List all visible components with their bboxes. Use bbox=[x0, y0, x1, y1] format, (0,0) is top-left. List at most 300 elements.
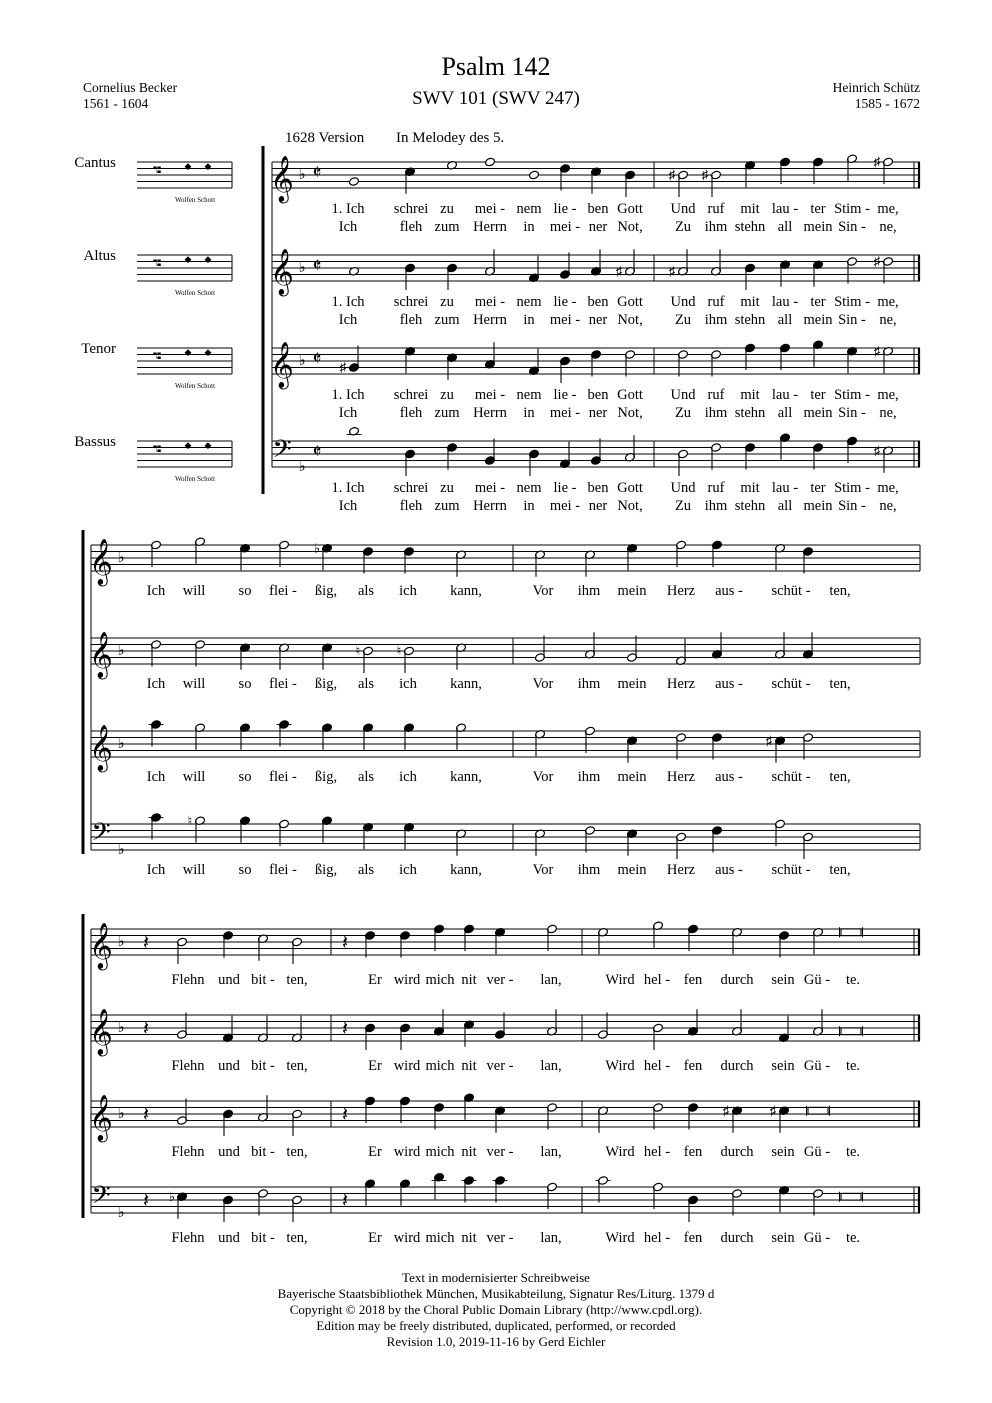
lyric-syllable: so bbox=[238, 676, 252, 692]
lyric-syllable: Ich bbox=[338, 498, 358, 514]
lyric-syllable: 1. Ich bbox=[331, 387, 365, 403]
lyric-syllable: kann, bbox=[450, 583, 482, 599]
lyric-syllable: Herz bbox=[666, 769, 696, 785]
lyric-syllable: Vor bbox=[532, 676, 554, 692]
lyric-syllable: Und bbox=[670, 480, 696, 496]
footer-line-3: Copyright © 2018 by the Choral Public Domain Library (http://www.cpdl.org). bbox=[289, 1302, 703, 1317]
lyric-syllable: ner bbox=[588, 219, 608, 235]
lyric-syllable: und bbox=[218, 972, 240, 988]
lyric-syllable: ter bbox=[810, 201, 826, 217]
lyric-syllable: ne, bbox=[879, 498, 897, 514]
lyric-syllable: lau - bbox=[771, 387, 799, 403]
lyric-syllable: Vor bbox=[532, 583, 554, 599]
sharp-accidental: ♯ bbox=[873, 154, 881, 169]
lyric-syllable: ben bbox=[587, 480, 609, 496]
incipit-label: Wolfen Schott bbox=[174, 289, 216, 297]
key-signature-flat: ♭ bbox=[298, 167, 306, 183]
lyric-syllable: stehn bbox=[734, 498, 766, 514]
lyric-syllable: und bbox=[218, 1230, 240, 1246]
lyric-syllable: ben bbox=[587, 387, 609, 403]
lyric-syllable: kann, bbox=[450, 862, 482, 878]
sharp-accidental: ♯ bbox=[668, 263, 676, 279]
key-signature-flat: ♭ bbox=[298, 260, 306, 276]
lyric-syllable: ihm bbox=[704, 405, 728, 421]
incipit-note-icon: ◆ bbox=[184, 254, 192, 264]
lyric-syllable: 1. Ich bbox=[331, 201, 365, 217]
incipit-note-icon: ◆ bbox=[204, 254, 212, 264]
lyric-syllable: will bbox=[182, 583, 206, 599]
lyric-syllable: und bbox=[218, 1058, 240, 1074]
lyric-syllable: bit - bbox=[251, 972, 275, 988]
voice-name-bassus: Bassus bbox=[74, 434, 116, 450]
lyric-syllable: ter bbox=[810, 294, 826, 310]
lyric-syllable: Wird bbox=[605, 972, 635, 988]
lyric-syllable: me, bbox=[877, 294, 899, 310]
lyric-syllable: nit bbox=[461, 1144, 477, 1160]
lyric-syllable: Zu bbox=[674, 219, 692, 235]
lyric-syllable: te. bbox=[845, 1230, 861, 1246]
lyric-syllable: mich bbox=[425, 1144, 455, 1160]
lyric-syllable: ich bbox=[399, 862, 417, 878]
lyric-syllable: ich bbox=[399, 769, 417, 785]
lyric-syllable: mei - bbox=[474, 387, 506, 403]
lyric-syllable: Ich bbox=[146, 862, 166, 878]
lyric-syllable: me, bbox=[877, 201, 899, 217]
lyric-syllable: Zu bbox=[674, 498, 692, 514]
lyric-syllable: te. bbox=[845, 1058, 861, 1074]
lyric-syllable: Herrn bbox=[473, 312, 507, 328]
lyric-syllable: ne, bbox=[879, 219, 897, 235]
lyric-syllable: me, bbox=[877, 387, 899, 403]
lyric-syllable: mei - bbox=[549, 219, 581, 235]
lyric-syllable: so bbox=[238, 583, 252, 599]
clef-icon: 𝄞 bbox=[270, 156, 294, 201]
natural-accidental: ♮ bbox=[187, 812, 193, 828]
lyric-syllable: Und bbox=[670, 201, 696, 217]
footer-line-4: Edition may be freely distributed, duplicated, performed, or recorded bbox=[316, 1318, 676, 1333]
lyric-syllable: zum bbox=[434, 405, 460, 421]
lyric-syllable: nem bbox=[516, 387, 542, 403]
sharp-accidental: ♯ bbox=[722, 1102, 730, 1118]
lyric-syllable: Ich bbox=[146, 583, 166, 599]
lyric-syllable: ihm bbox=[704, 498, 728, 514]
quarter-rest: 𝄽 bbox=[142, 1018, 150, 1040]
lyric-syllable: Vor bbox=[532, 862, 554, 878]
lyric-syllable: mei - bbox=[474, 201, 506, 217]
lyric-syllable: Stim - bbox=[834, 480, 870, 496]
incipit-note-icon: ◆ bbox=[184, 347, 192, 357]
lyric-syllable: mich bbox=[425, 1058, 455, 1074]
lyric-syllable: all bbox=[777, 498, 793, 514]
flat-accidental: ♭ bbox=[168, 1188, 176, 1204]
lyric-syllable: ßig, bbox=[314, 769, 338, 785]
lyric-syllable: Flehn bbox=[171, 1230, 205, 1246]
sharp-accidental: ♯ bbox=[873, 442, 881, 458]
sharp-accidental: ♯ bbox=[873, 343, 881, 359]
lyric-syllable: ihm bbox=[704, 219, 728, 235]
footer-line-5: Revision 1.0, 2019-11-16 by Gerd Eichler bbox=[386, 1334, 606, 1349]
lyric-syllable: aus - bbox=[715, 583, 743, 599]
lyric-syllable: ben bbox=[587, 294, 609, 310]
lyric-syllable: Not, bbox=[617, 498, 643, 514]
lyric-syllable: zu bbox=[440, 480, 454, 496]
clef-icon: 𝄞 bbox=[89, 1095, 113, 1140]
lyric-syllable: flei - bbox=[269, 769, 297, 785]
lyric-syllable: fen bbox=[683, 1058, 703, 1074]
lyric-syllable: Gü - bbox=[803, 1230, 831, 1246]
clef-icon: 𝄞 bbox=[89, 539, 113, 584]
lyric-syllable: ihm bbox=[577, 862, 601, 878]
lyric-syllable: nem bbox=[516, 294, 542, 310]
lyric-syllable: mit bbox=[740, 480, 760, 496]
natural-accidental: ♮ bbox=[396, 643, 402, 658]
lyric-syllable: durch bbox=[720, 1230, 754, 1246]
whole-note bbox=[484, 157, 495, 167]
voice-name-altus: Altus bbox=[83, 248, 116, 264]
lyric-syllable: will bbox=[182, 676, 206, 692]
incipit-note-icon: ◆ bbox=[184, 440, 192, 450]
voice-name-tenor: Tenor bbox=[81, 341, 116, 357]
lyric-syllable: ten, bbox=[829, 769, 851, 785]
common-time-icon: 𝄵 bbox=[312, 348, 322, 370]
lyric-syllable: sein bbox=[771, 972, 795, 988]
mensural-c-icon: 𝇑 bbox=[151, 443, 163, 465]
lyric-syllable: mei - bbox=[474, 294, 506, 310]
lyric-syllable: stehn bbox=[734, 312, 766, 328]
lyric-syllable: ten, bbox=[829, 583, 851, 599]
lyric-syllable: wird bbox=[393, 972, 421, 988]
lyric-syllable: schrei bbox=[393, 480, 429, 496]
whole-note bbox=[348, 177, 359, 187]
clef-icon: 𝄞 bbox=[89, 632, 113, 677]
lyric-syllable: mit bbox=[740, 387, 760, 403]
lyric-syllable: ten, bbox=[286, 1144, 308, 1160]
lyric-syllable: lau - bbox=[771, 294, 799, 310]
lyric-syllable: bit - bbox=[251, 1230, 275, 1246]
lyric-syllable: Und bbox=[670, 387, 696, 403]
lyric-syllable: als bbox=[357, 676, 375, 692]
lyric-syllable: mei - bbox=[474, 480, 506, 496]
lyric-syllable: Sin - bbox=[838, 405, 866, 421]
incipit-note-icon: ◆ bbox=[204, 440, 212, 450]
lyric-syllable: lan, bbox=[540, 972, 562, 988]
lyric-syllable: ten, bbox=[286, 972, 308, 988]
key-signature-flat: ♭ bbox=[117, 1020, 125, 1036]
lyric-syllable: so bbox=[238, 862, 252, 878]
lyric-syllable: lan, bbox=[540, 1058, 562, 1074]
lyric-syllable: Vor bbox=[532, 769, 554, 785]
lyric-syllable: ruf bbox=[707, 294, 725, 310]
lyric-syllable: als bbox=[357, 769, 375, 785]
lyric-syllable: ten, bbox=[286, 1230, 308, 1246]
common-time-icon: 𝄵 bbox=[312, 162, 322, 184]
lyric-syllable: Ich bbox=[338, 219, 358, 235]
composer-dates: 1585 - 1672 bbox=[854, 95, 920, 111]
lyric-syllable: Herrn bbox=[473, 405, 507, 421]
lyric-syllable: te. bbox=[845, 1144, 861, 1160]
lyric-syllable: all bbox=[777, 312, 793, 328]
lyric-syllable: aus - bbox=[715, 862, 743, 878]
lyric-syllable: ver - bbox=[486, 1144, 514, 1160]
incipit-note-icon: ◆ bbox=[204, 161, 212, 171]
lyric-syllable: lie - bbox=[553, 201, 577, 217]
lyric-syllable: fleh bbox=[399, 405, 423, 421]
clef-icon: 𝄢 bbox=[91, 1182, 111, 1215]
lyric-syllable: ver - bbox=[486, 1058, 514, 1074]
lyric-syllable: in bbox=[523, 312, 535, 328]
lyric-syllable: lan, bbox=[540, 1230, 562, 1246]
lyric-syllable: ter bbox=[810, 480, 826, 496]
sharp-accidental: ♯ bbox=[668, 167, 676, 182]
lyric-syllable: zu bbox=[440, 201, 454, 217]
clef-icon: 𝄢 bbox=[91, 819, 111, 852]
lyric-syllable: nit bbox=[461, 972, 477, 988]
lyric-syllable: ne, bbox=[879, 405, 897, 421]
lyric-syllable: ver - bbox=[486, 1230, 514, 1246]
lyric-syllable: Wird bbox=[605, 1058, 635, 1074]
lyric-syllable: stehn bbox=[734, 405, 766, 421]
quarter-rest: 𝄽 bbox=[341, 1190, 349, 1212]
lyric-syllable: lie - bbox=[553, 387, 577, 403]
lyric-syllable: fen bbox=[683, 1230, 703, 1246]
lyric-syllable: Not, bbox=[617, 312, 643, 328]
lyric-syllable: ter bbox=[810, 387, 826, 403]
lyric-syllable: ßig, bbox=[314, 676, 338, 692]
lyric-syllable: Stim - bbox=[834, 201, 870, 217]
voice-name-cantus: Cantus bbox=[74, 155, 116, 171]
lyric-syllable: mit bbox=[740, 201, 760, 217]
lyric-syllable: lau - bbox=[771, 480, 799, 496]
lyric-syllable: zum bbox=[434, 219, 460, 235]
lyric-syllable: und bbox=[218, 1144, 240, 1160]
clef-icon: 𝄞 bbox=[89, 1009, 113, 1054]
lyric-syllable: Sin - bbox=[838, 312, 866, 328]
lyric-syllable: Herz bbox=[666, 862, 696, 878]
lyric-syllable: hel - bbox=[643, 1144, 671, 1160]
lyric-syllable: ßig, bbox=[314, 862, 338, 878]
footer-line-2: Bayerische Staatsbibliothek München, Musikabteilung, Signatur Res/Liturg. 1379 d bbox=[277, 1286, 715, 1301]
lyric-syllable: te. bbox=[845, 972, 861, 988]
lyric-syllable: ten, bbox=[829, 862, 851, 878]
key-signature-flat: ♭ bbox=[117, 934, 125, 950]
lyric-syllable: stehn bbox=[734, 219, 766, 235]
lyric-syllable: bit - bbox=[251, 1144, 275, 1160]
lyric-syllable: Wird bbox=[605, 1144, 635, 1160]
key-signature-flat: ♭ bbox=[298, 459, 306, 475]
key-signature-flat: ♭ bbox=[117, 643, 125, 659]
lyric-syllable: lie - bbox=[553, 294, 577, 310]
quarter-rest: 𝄽 bbox=[341, 1104, 349, 1126]
lyric-syllable: lau - bbox=[771, 201, 799, 217]
lyric-syllable: mein bbox=[803, 405, 833, 421]
lyric-syllable: Gott bbox=[617, 480, 643, 496]
lyric-syllable: mich bbox=[425, 972, 455, 988]
score-text bbox=[147, 130, 899, 1246]
lyric-syllable: schüt - bbox=[771, 676, 811, 692]
lyric-syllable: hel - bbox=[643, 1230, 671, 1246]
lyric-syllable: Herz bbox=[666, 583, 696, 599]
lyric-syllable: lan, bbox=[540, 1144, 562, 1160]
lyric-syllable: schrei bbox=[393, 201, 429, 217]
lyric-syllable: ruf bbox=[707, 387, 725, 403]
lyric-syllable: sein bbox=[771, 1058, 795, 1074]
lyric-syllable: Flehn bbox=[171, 972, 205, 988]
lyric-syllable: Zu bbox=[674, 405, 692, 421]
lyric-syllable: Flehn bbox=[171, 1058, 205, 1074]
sharp-accidental: ♯ bbox=[339, 359, 347, 375]
lyric-syllable: Gott bbox=[617, 387, 643, 403]
lyric-syllable: wird bbox=[393, 1058, 421, 1074]
lyric-syllable: ruf bbox=[707, 480, 725, 496]
lyric-syllable: will bbox=[182, 862, 206, 878]
lyric-syllable: bit - bbox=[251, 1058, 275, 1074]
quarter-rest: 𝄽 bbox=[142, 1104, 150, 1126]
lyric-syllable: ihm bbox=[704, 312, 728, 328]
lyric-syllable: schüt - bbox=[771, 769, 811, 785]
lyric-syllable: flei - bbox=[269, 583, 297, 599]
key-signature-flat: ♭ bbox=[117, 550, 125, 566]
lyric-syllable: nem bbox=[516, 201, 542, 217]
lyric-syllable: in bbox=[523, 219, 535, 235]
lyric-syllable: Er bbox=[368, 1144, 382, 1160]
version-annotation: 1628 Version bbox=[285, 130, 365, 146]
lyric-syllable: als bbox=[357, 862, 375, 878]
lyric-syllable: durch bbox=[720, 972, 754, 988]
lyric-syllable: mein bbox=[803, 219, 833, 235]
lyric-syllable: ihm bbox=[577, 583, 601, 599]
lyric-syllable: mit bbox=[740, 294, 760, 310]
clef-icon: 𝄞 bbox=[270, 249, 294, 294]
lyric-syllable: schüt - bbox=[771, 862, 811, 878]
key-signature-flat: ♭ bbox=[117, 736, 125, 752]
common-time-icon: 𝄵 bbox=[312, 255, 322, 277]
lyric-syllable: Und bbox=[670, 294, 696, 310]
lyric-syllable: ihm bbox=[577, 769, 601, 785]
lyric-syllable: Gü - bbox=[803, 1144, 831, 1160]
sharp-accidental: ♯ bbox=[615, 263, 623, 279]
lyric-syllable: mein bbox=[617, 583, 647, 599]
lyric-syllable: als bbox=[357, 583, 375, 599]
lyric-syllable: Wird bbox=[605, 1230, 635, 1246]
poet-name: Cornelius Becker bbox=[83, 80, 178, 95]
breve-note bbox=[808, 1107, 828, 1114]
lyric-syllable: Sin - bbox=[838, 498, 866, 514]
clef-icon: 𝄞 bbox=[270, 342, 294, 387]
lyric-syllable: 1. Ich bbox=[331, 480, 365, 496]
melody-annotation: In Melodey des 5. bbox=[396, 130, 505, 146]
poet-dates: 1561 - 1604 bbox=[83, 95, 149, 111]
lyric-syllable: Herrn bbox=[473, 498, 507, 514]
lyric-syllable: Not, bbox=[617, 405, 643, 421]
lyric-syllable: ner bbox=[588, 405, 608, 421]
composer-name: Heinrich Schütz bbox=[832, 80, 920, 95]
sharp-accidental: ♯ bbox=[873, 253, 881, 269]
lyric-syllable: durch bbox=[720, 1058, 754, 1074]
whole-note bbox=[528, 170, 539, 180]
lyric-syllable: Er bbox=[368, 1230, 382, 1246]
lyric-syllable: ßig, bbox=[314, 583, 338, 599]
lyric-syllable: zum bbox=[434, 498, 460, 514]
lyric-syllable: fleh bbox=[399, 219, 423, 235]
sharp-accidental: ♯ bbox=[769, 1102, 777, 1118]
lyric-syllable: Sin - bbox=[838, 219, 866, 235]
lyric-syllable: Ich bbox=[338, 405, 358, 421]
lyric-syllable: Gü - bbox=[803, 972, 831, 988]
flat-accidental: ♭ bbox=[313, 540, 321, 556]
lyric-syllable: ner bbox=[588, 312, 608, 328]
footer bbox=[0, 1270, 992, 1350]
lyric-syllable: flei - bbox=[269, 676, 297, 692]
lyric-syllable: Stim - bbox=[834, 294, 870, 310]
lyric-syllable: Not, bbox=[617, 219, 643, 235]
lyric-syllable: will bbox=[182, 769, 206, 785]
lyric-syllable: Ich bbox=[338, 312, 358, 328]
lyric-syllable: ver - bbox=[486, 972, 514, 988]
incipit-label: Wolfen Schott bbox=[174, 382, 216, 390]
incipit-label: Wolfen Schott bbox=[174, 196, 216, 204]
sharp-accidental: ♯ bbox=[701, 167, 709, 182]
lyric-syllable: ich bbox=[399, 676, 417, 692]
lyric-syllable: Herz bbox=[666, 676, 696, 692]
lyric-syllable: schrei bbox=[393, 387, 429, 403]
lyric-syllable: mein bbox=[617, 862, 647, 878]
lyric-syllable: schüt - bbox=[771, 583, 811, 599]
quarter-rest: 𝄽 bbox=[341, 1018, 349, 1040]
key-signature-flat: ♭ bbox=[117, 1106, 125, 1122]
lyric-syllable: wird bbox=[393, 1230, 421, 1246]
lyric-syllable: aus - bbox=[715, 769, 743, 785]
footer-line-1: Text in modernisierter Schreibweise bbox=[402, 1270, 590, 1285]
lyric-syllable: ich bbox=[399, 583, 417, 599]
key-signature-flat: ♭ bbox=[117, 1205, 125, 1221]
lyric-syllable: Ich bbox=[146, 676, 166, 692]
lyric-syllable: mein bbox=[803, 312, 833, 328]
lyric-syllable: schrei bbox=[393, 294, 429, 310]
lyric-syllable: zu bbox=[440, 294, 454, 310]
lyric-syllable: ten, bbox=[829, 676, 851, 692]
lyric-syllable: fleh bbox=[399, 312, 423, 328]
lyric-syllable: hel - bbox=[643, 972, 671, 988]
lyric-syllable: fleh bbox=[399, 498, 423, 514]
lyric-syllable: in bbox=[523, 405, 535, 421]
lyric-syllable: hel - bbox=[643, 1058, 671, 1074]
lyric-syllable: lie - bbox=[553, 480, 577, 496]
clef-icon: 𝄞 bbox=[89, 725, 113, 770]
clef-icon: 𝄢 bbox=[272, 436, 292, 469]
clef-icon: 𝄞 bbox=[89, 923, 113, 968]
lyric-syllable: wird bbox=[393, 1144, 421, 1160]
lyric-syllable: Zu bbox=[674, 312, 692, 328]
lyric-syllable: all bbox=[777, 219, 793, 235]
breve-note bbox=[841, 929, 861, 936]
lyric-syllable: kann, bbox=[450, 676, 482, 692]
sharp-accidental: ♯ bbox=[765, 732, 773, 748]
quarter-rest: 𝄽 bbox=[142, 932, 150, 954]
lyric-syllable: nit bbox=[461, 1058, 477, 1074]
quarter-rest: 𝄽 bbox=[142, 1190, 150, 1212]
lyric-syllable: mein bbox=[803, 498, 833, 514]
lyric-syllable: Herrn bbox=[473, 219, 507, 235]
lyric-syllable: Flehn bbox=[171, 1144, 205, 1160]
lyric-syllable: kann, bbox=[450, 769, 482, 785]
lyric-syllable: ihm bbox=[577, 676, 601, 692]
lyric-syllable: sein bbox=[771, 1230, 795, 1246]
lyric-syllable: fen bbox=[683, 972, 703, 988]
lyric-syllable: flei - bbox=[269, 862, 297, 878]
lyric-syllable: Ich bbox=[146, 769, 166, 785]
lyric-syllable: ben bbox=[587, 201, 609, 217]
incipit-label: Wolfen Schott bbox=[174, 475, 216, 483]
